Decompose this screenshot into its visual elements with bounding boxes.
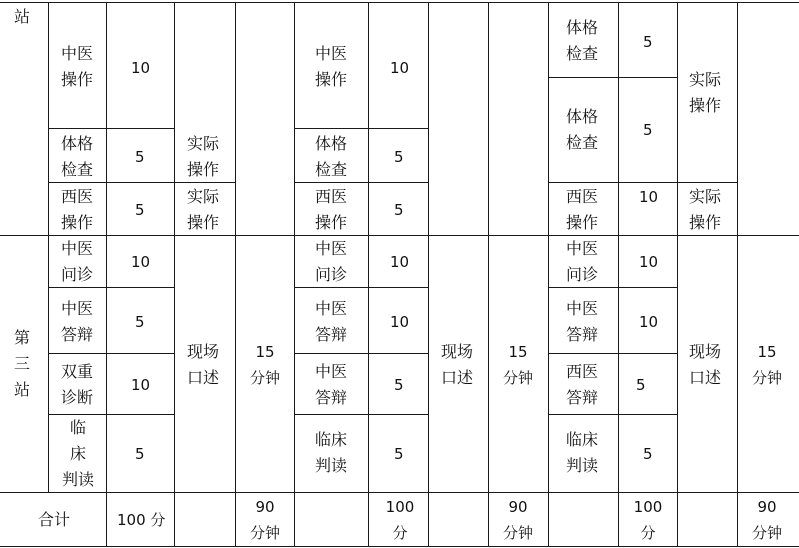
groupC-s2-score-2: 5 <box>643 121 653 139</box>
rule <box>548 414 677 415</box>
groupA-s2-score-3: 5 <box>135 201 145 219</box>
groupC-s2-method-top: 实际 操作 <box>689 70 722 115</box>
station-3-label: 第 三 站 <box>14 328 31 399</box>
groupC-s3-score-3: 5 <box>636 376 646 394</box>
groupC-s2-item-2: 体格 检查 <box>566 107 599 152</box>
rule <box>548 2 549 546</box>
rule <box>294 128 428 129</box>
groupA-s2-item-3: 西医 操作 <box>61 187 94 232</box>
rule <box>235 2 236 546</box>
rule <box>294 2 295 546</box>
groupC-s3-item-1: 中医 问诊 <box>566 239 599 284</box>
groupB-s3-score-3: 5 <box>394 376 404 394</box>
groupA-s2-score-2: 5 <box>135 148 145 166</box>
groupB-s3-method: 现场 口述 <box>441 342 474 387</box>
rule <box>548 353 677 354</box>
groupC-s2-score-3: 10 <box>639 188 659 206</box>
groupB-s3-time: 15 分钟 <box>502 343 533 387</box>
groupC-s2-score-1: 5 <box>643 33 653 51</box>
groupB-total-score: 100 分 <box>385 498 415 542</box>
rule <box>294 414 428 415</box>
rule <box>548 77 677 78</box>
groupB-s3-item-4: 临床 判读 <box>315 430 348 475</box>
groupC-s3-item-2: 中医 答辩 <box>566 299 599 344</box>
station-2-label: 站 <box>14 7 31 26</box>
rule <box>294 353 428 354</box>
groupA-s3-method: 现场 口述 <box>187 342 220 387</box>
groupB-s2-score-1: 10 <box>390 59 410 77</box>
groupC-s2-item-3: 西医 操作 <box>566 187 599 232</box>
groupA-s2-item-1: 中医 操作 <box>61 44 94 89</box>
rule <box>48 128 174 129</box>
groupB-s2-score-2: 5 <box>394 148 404 166</box>
groupB-s3-score-4: 5 <box>394 445 404 463</box>
groupA-s3-score-1: 10 <box>131 253 151 271</box>
groupC-s3-item-3: 西医 答辩 <box>566 362 599 407</box>
rule <box>618 2 619 546</box>
rule <box>737 2 738 546</box>
groupC-s2-item-1: 体格 检查 <box>566 18 599 63</box>
groupB-s3-item-2: 中医 答辩 <box>315 299 348 344</box>
rule <box>368 2 369 546</box>
groupB-s2-score-3: 5 <box>394 201 404 219</box>
groupA-s2-item-2: 体格 检查 <box>61 134 94 179</box>
groupB-s3-item-3: 中医 答辩 <box>315 362 348 407</box>
groupC-total-score: 100 分 <box>633 498 663 542</box>
groupC-s3-item-4: 临床 判读 <box>566 430 599 475</box>
rule <box>106 2 107 546</box>
groupA-s2-method-2: 实际 操作 <box>187 134 220 179</box>
groupA-s3-item-4: 临 床 判读 <box>61 418 94 489</box>
groupA-s3-item-3: 双重 诊断 <box>61 362 94 407</box>
groupA-s3-item-2: 中医 答辩 <box>61 299 94 344</box>
groupC-s3-time: 15 分钟 <box>751 343 782 387</box>
groupB-s2-item-3: 西医 操作 <box>315 187 348 232</box>
groupA-s3-time: 15 分钟 <box>249 343 280 387</box>
groupC-s2-method-3: 实际 操作 <box>689 187 722 232</box>
groupB-s2-item-2: 体格 检查 <box>315 134 348 179</box>
total-label: 合计 <box>38 510 71 529</box>
groupC-s3-method: 现场 口述 <box>689 342 722 387</box>
groupA-total-score: 100 分 <box>117 511 166 529</box>
groupA-s3-score-3: 10 <box>131 376 151 394</box>
groupA-s3-item-1: 中医 问诊 <box>61 239 94 284</box>
groupA-total-time: 90 分钟 <box>249 498 280 542</box>
groupA-s3-score-4: 5 <box>135 445 145 463</box>
groupA-s2-method-3: 实际 操作 <box>187 187 220 232</box>
rule <box>0 546 799 547</box>
rule <box>48 2 49 492</box>
groupC-s3-score-2: 10 <box>639 313 659 331</box>
groupC-s3-score-1: 10 <box>639 253 659 271</box>
rule <box>0 492 799 493</box>
groupB-s2-item-1: 中医 操作 <box>315 44 348 89</box>
groupB-s3-item-1: 中医 问诊 <box>315 239 348 284</box>
rule <box>677 2 678 546</box>
groupB-s3-score-1: 10 <box>390 253 410 271</box>
rule <box>428 2 429 546</box>
rule <box>48 353 174 354</box>
rule <box>548 182 737 183</box>
groupC-total-time: 90 分钟 <box>751 498 782 542</box>
rule <box>488 2 489 546</box>
groupA-s2-score-1: 10 <box>131 59 151 77</box>
rule <box>0 235 799 236</box>
groupC-s3-score-4: 5 <box>643 445 653 463</box>
groupB-total-time: 90 分钟 <box>502 498 533 542</box>
rule <box>0 2 799 3</box>
groupA-s3-score-2: 5 <box>135 313 145 331</box>
rule <box>174 2 175 546</box>
groupB-s3-score-2: 10 <box>390 313 410 331</box>
